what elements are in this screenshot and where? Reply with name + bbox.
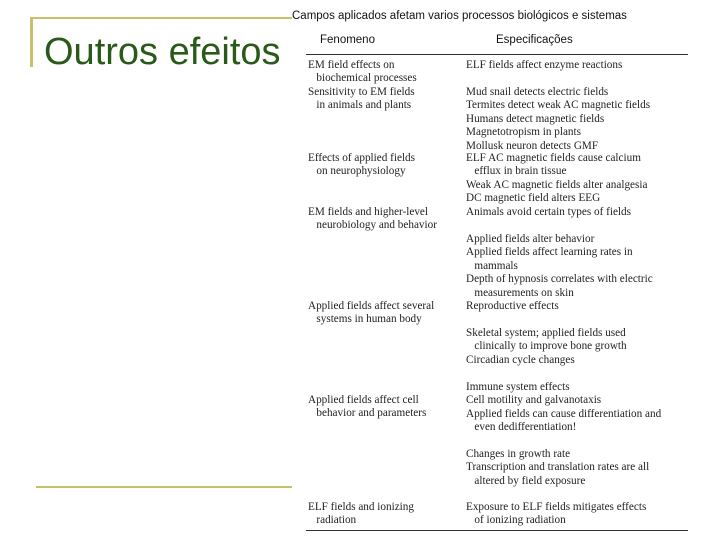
specification-cell: ELF AC magnetic fields cause calcium efflux in brain tissue Weak AC magnetic fields alter analgesia DC magnetic field alters EEG	[466, 152, 648, 205]
phenomenon-cell: Applied fields affect cell behavior and parameters	[308, 394, 427, 420]
column-header-phenomenon: Fenomeno	[320, 34, 375, 46]
table-top-rule	[306, 54, 688, 55]
specification-cell: Skeletal system; applied fields used clinically to improve bone growth Circadian cycle changes	[466, 327, 627, 366]
specification-cell: Mud snail detects electric fields Termites detect weak AC magnetic fields Humans detect magnetic fields Magnetotropism in plants Mollusk neuron detects GMF	[466, 86, 651, 152]
slide-frame-bottom-line	[36, 486, 294, 488]
phenomenon-cell: EM field effects on biochemical processes	[308, 59, 417, 85]
phenomenon-cell: Effects of applied fields on neurophysiology	[308, 152, 415, 178]
table-caption: Campos aplicados afetam varios processos biológicos e sistemas	[292, 10, 627, 22]
slide-frame-top-line	[30, 17, 292, 19]
column-header-specifications: Especificações	[496, 34, 573, 46]
table-bottom-rule	[306, 530, 688, 531]
phenomenon-cell: ELF fields and ionizing radiation	[308, 501, 414, 527]
specification-cell: Reproductive effects	[466, 300, 559, 312]
slide-frame-left-line	[30, 17, 33, 67]
phenomenon-cell: EM fields and higher-level neurobiology and behavior	[308, 206, 437, 232]
specification-cell: Applied fields alter behavior Applied fields affect learning rates in mammals Depth of hypnosis correlates with electric measurements on skin	[466, 233, 653, 299]
specification-cell: ELF fields affect enzyme reactions	[466, 59, 623, 71]
phenomena-table	[292, 0, 696, 540]
phenomenon-cell: Applied fields affect several systems in human body	[308, 300, 435, 326]
specification-cell: Animals avoid certain types of fields	[466, 206, 631, 218]
slide-title: Outros efeitos	[44, 31, 281, 73]
phenomenon-cell: Sensitivity to EM fields in animals and plants	[308, 86, 415, 112]
specification-cell: Changes in growth rate Transcription and translation rates are all altered by field exposure	[466, 448, 650, 487]
specification-cell: Immune system effects Cell motility and galvanotaxis Applied fields can cause differentiation and even dedifferentiation!	[466, 381, 662, 434]
specification-cell: Exposure to ELF fields mitigates effects of ionizing radiation	[466, 501, 647, 527]
